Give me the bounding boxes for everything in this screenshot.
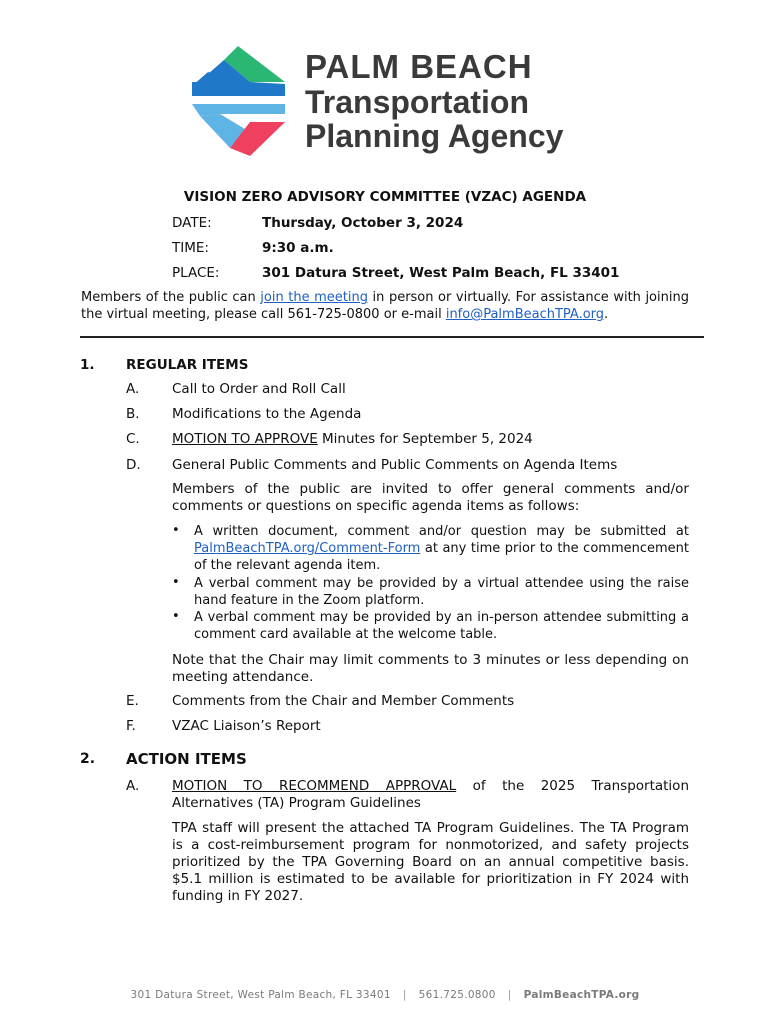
item-1c-letter: C. <box>126 431 140 447</box>
item-1e-text: Comments from the Chair and Member Comments <box>172 693 515 709</box>
footer-website[interactable]: PalmBeachTPA.org <box>523 989 640 1001</box>
bullet-icon: • <box>172 523 180 538</box>
item-1b-letter: B. <box>126 406 140 422</box>
footer-separator: | <box>402 989 407 1001</box>
intro-paragraph <box>81 289 689 323</box>
motion-to-approve: MOTION TO APPROVE <box>172 431 318 447</box>
section-1-title: REGULAR ITEMS <box>126 357 249 373</box>
item-1a-letter: A. <box>126 381 140 397</box>
time-value: 9:30 a.m. <box>262 240 334 256</box>
item-1d-text: General Public Comments and Public Comments on Agenda Items <box>172 457 618 473</box>
logo-mark-icon <box>190 44 300 160</box>
agenda-title: VISION ZERO ADVISORY COMMITTEE (VZAC) AGENDA <box>183 189 587 205</box>
bullet-1 <box>194 523 689 574</box>
intro-text-1: Members of the public can <box>81 290 261 305</box>
item-2a-letter: A. <box>126 778 140 794</box>
email-link[interactable]: info@PalmBeachTPA.org <box>445 307 605 322</box>
bullet-1-text: A written document, comment and/or question may be submitted at <box>194 524 689 539</box>
motion-to-recommend: MOTION TO RECOMMEND APPROVAL <box>172 778 457 794</box>
item-2a-rest: of the 2025 Transportation Alternatives (TA) Program Guidelines <box>172 778 690 811</box>
join-meeting-link[interactable]: join the meeting <box>260 290 368 305</box>
date-label: DATE: <box>172 215 212 231</box>
item-1b-text: Modifications to the Agenda <box>172 406 362 422</box>
bullet-2: A verbal comment may be provided by a virtual attendee using the raise hand feature in the Zoom platform. <box>194 576 689 608</box>
tpa-logo <box>190 44 590 160</box>
bullet-1-rest: at any time prior to the commencement of the relevant agenda item. <box>194 541 689 573</box>
item-2a-text <box>172 778 689 812</box>
item-1d-paragraph: Members of the public are invited to offer general comments and/or comments or questions on specific agenda items as follows: <box>172 481 689 514</box>
bullet-icon: • <box>172 609 180 624</box>
comment-form-link[interactable]: PalmBeachTPA.org/Comment-Form <box>194 541 421 556</box>
place-label: PLACE: <box>172 265 220 281</box>
item-1e-letter: E. <box>126 693 139 709</box>
bullet-icon: • <box>172 575 180 590</box>
item-2a-paragraph: TPA staff will present the attached TA Program Guidelines. The TA Program is a cost-reimbursement program for nonmotorized, and safety projects prioritized by the TPA Governing Board on an annual competitive basis. $5.1 million is estimated to be available for prioritization in FY 2024 with funding in FY 2027. <box>172 820 689 904</box>
logo-line-2: Transportation <box>305 84 530 120</box>
page-footer <box>0 989 770 1001</box>
intro-text-2: in person or virtually. For assistance with joining the virtual meeting, please call 561-725-0800 or e-mail <box>81 290 689 322</box>
footer-address: 301 Datura Street, West Palm Beach, FL 33401 <box>130 989 391 1001</box>
comment-note: Note that the Chair may limit comments to 3 minutes or less depending on meeting attendance. <box>172 652 689 685</box>
item-1f-text: VZAC Liaison’s Report <box>172 718 321 734</box>
section-2-title: ACTION ITEMS <box>126 750 247 768</box>
logo-line-3: Planning Agency <box>305 118 564 154</box>
logo-line-1: PALM BEACH <box>305 48 533 85</box>
item-1a-text: Call to Order and Roll Call <box>172 381 346 397</box>
item-1c-text <box>172 431 689 448</box>
intro-text-3: . <box>604 307 609 322</box>
time-label: TIME: <box>172 240 209 256</box>
section-1-number: 1. <box>80 357 95 373</box>
divider <box>80 336 704 338</box>
bullet-3: A verbal comment may be provided by an in-person attendee submitting a comment card available at the welcome table. <box>194 610 689 642</box>
item-1c-rest: Minutes for September 5, 2024 <box>317 431 533 447</box>
item-1f-letter: F. <box>126 718 136 734</box>
footer-separator: | <box>507 989 512 1001</box>
place-value: 301 Datura Street, West Palm Beach, FL 33401 <box>262 265 620 281</box>
footer-phone: 561.725.0800 <box>418 989 496 1001</box>
date-value: Thursday, October 3, 2024 <box>262 215 464 231</box>
section-2-number: 2. <box>80 751 96 767</box>
item-1d-letter: D. <box>126 457 141 473</box>
